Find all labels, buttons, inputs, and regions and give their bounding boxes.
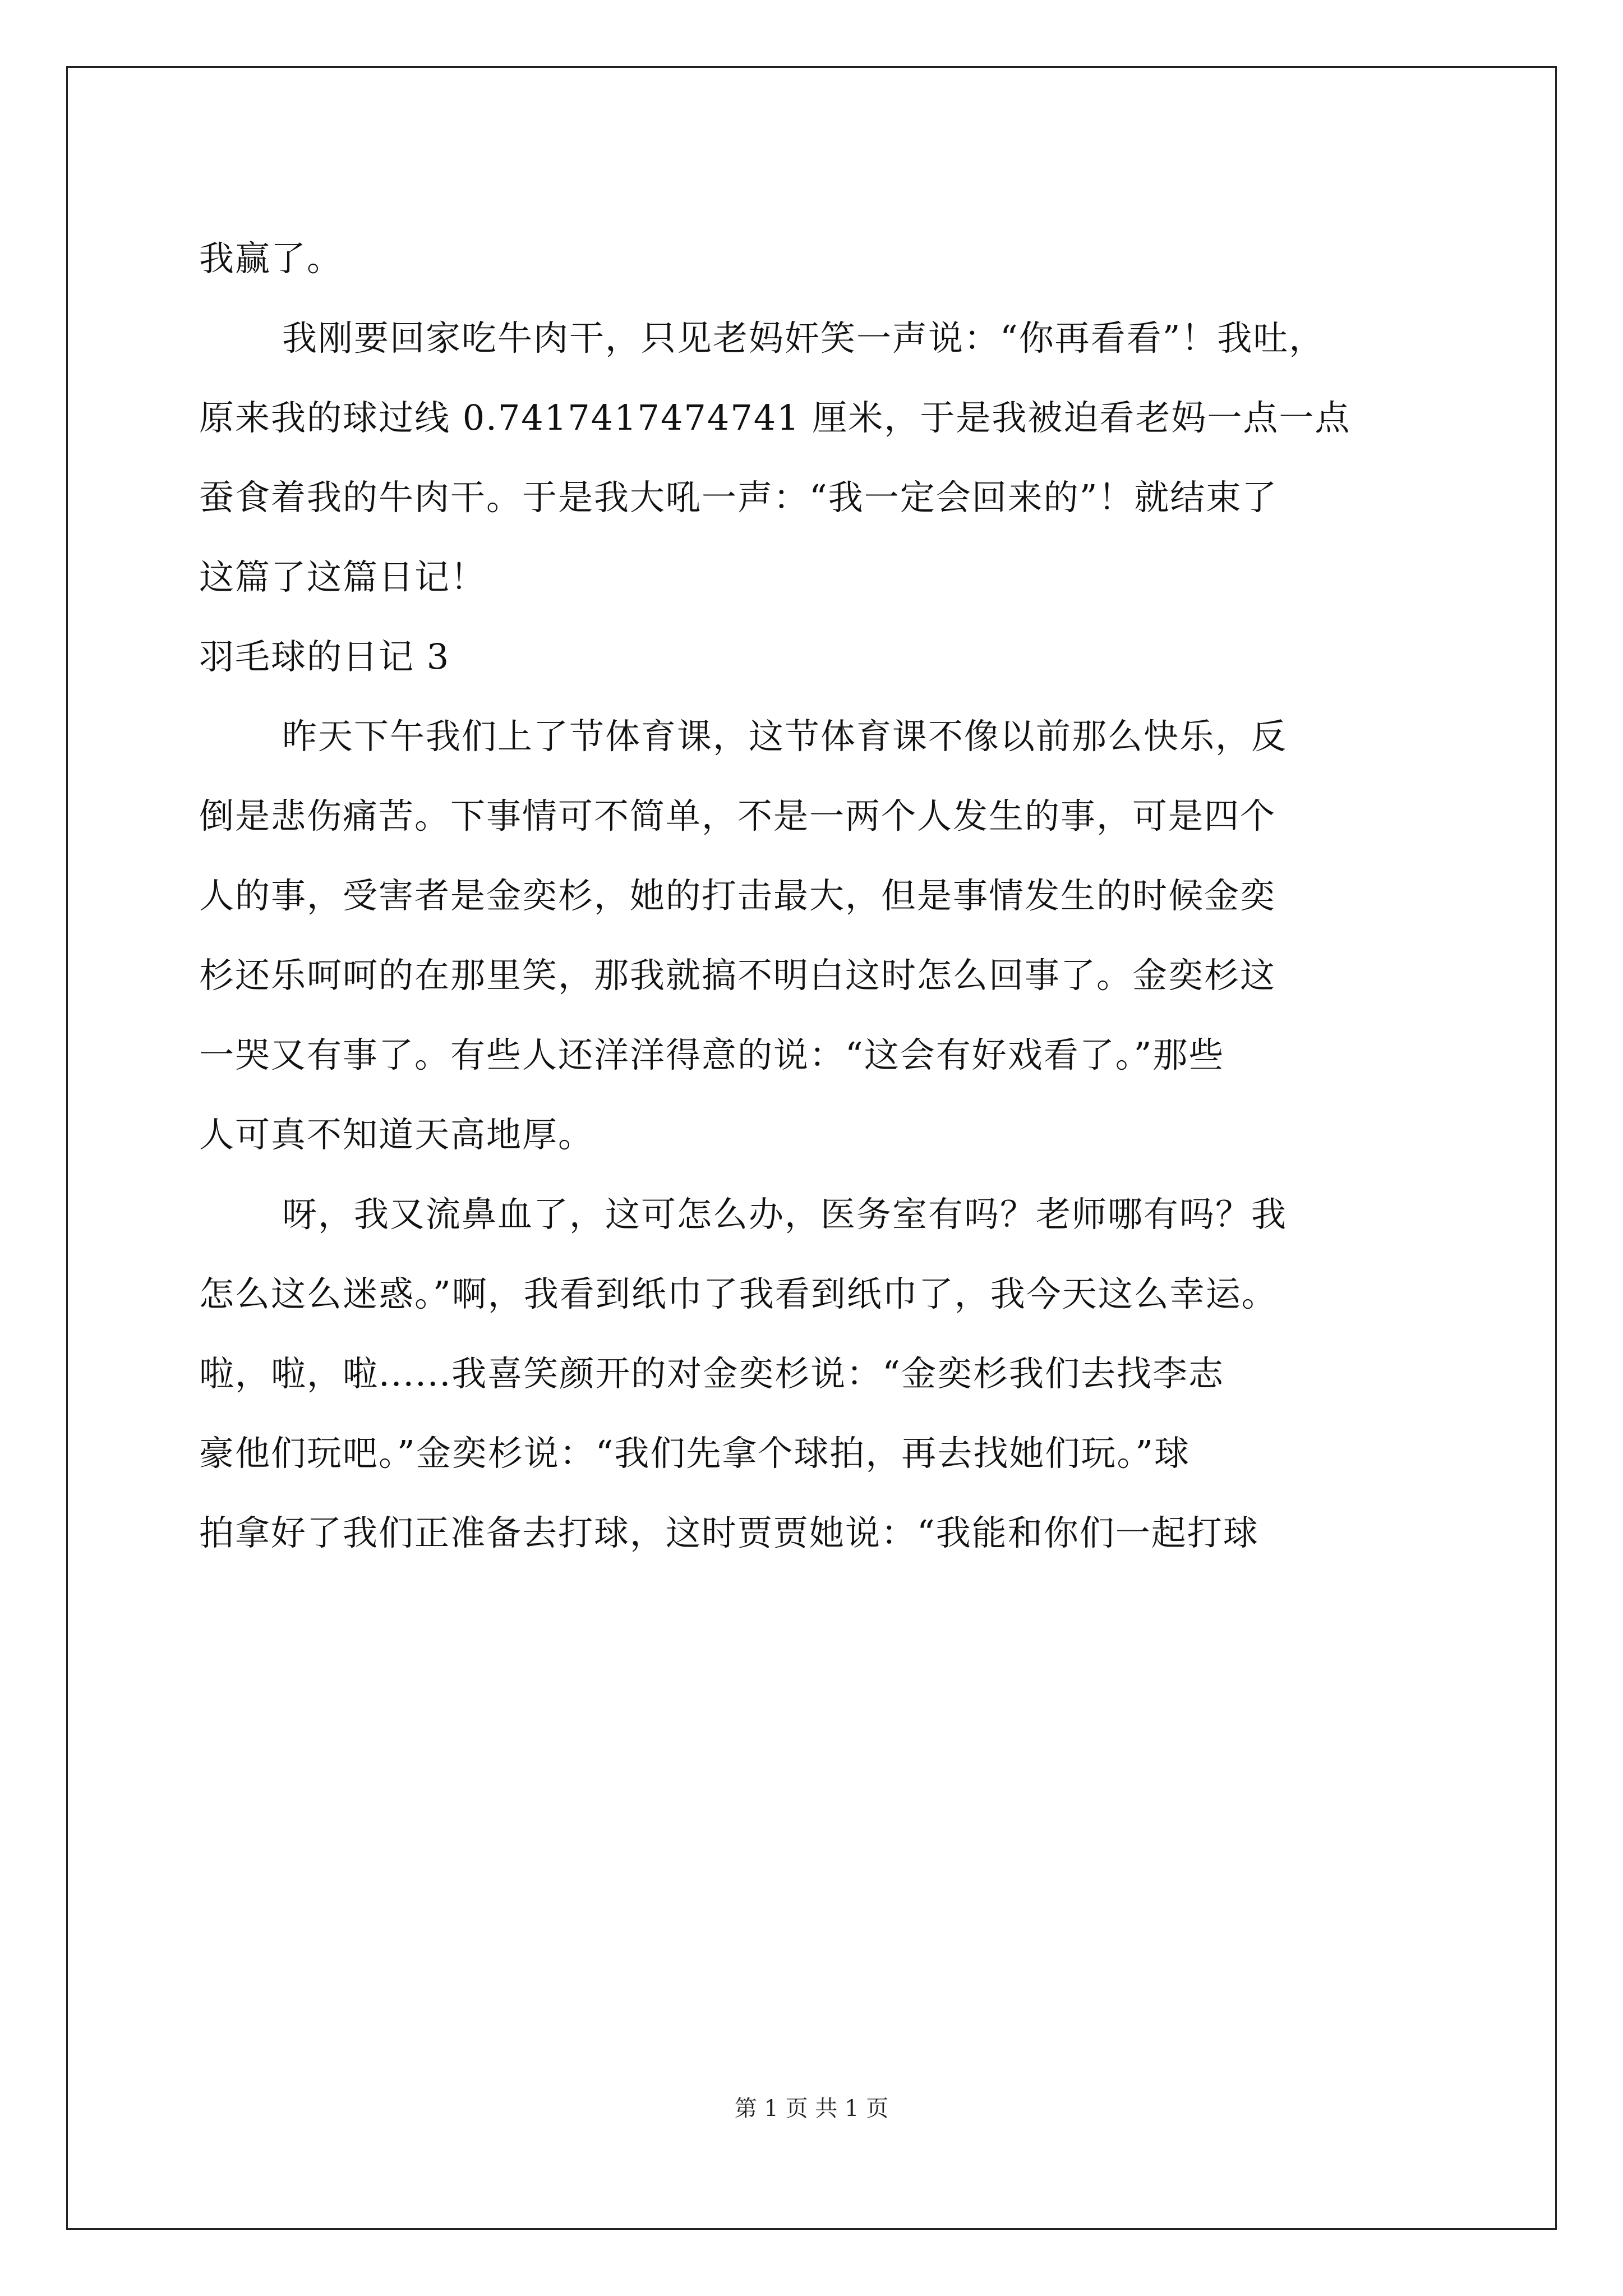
text-line: 人可真不知道天高地厚。 [199, 1114, 594, 1155]
text-line: 原来我的球过线 0.7417417474741 厘米，于是我被迫看老妈一点一点 [199, 397, 1351, 438]
paragraph-start-line: 我刚要回家吃牛肉干，只见老妈奸笑一声说：“你再看看”！我吐， [282, 318, 1325, 358]
text-line: 豪他们玩吧。”金奕杉说：“我们先拿个球拍，再去找她们玩。”球 [199, 1433, 1191, 1474]
paragraph-start-line: 昨天下午我们上了节体育课，这节体育课不像以前那么快乐，反 [282, 716, 1288, 757]
text-line: 怎么这么迷惑。”啊，我看到纸巾了我看到纸巾了，我今天这么幸运。 [199, 1273, 1278, 1314]
text-line: 一哭又有事了。有些人还洋洋得意的说：“这会有好戏看了。”那些 [199, 1034, 1225, 1075]
page-number-footer: 第 1 页 共 1 页 [734, 2096, 889, 2122]
text-line: 拍拿好了我们正准备去打球，这时贾贾她说：“我能和你们一起打球 [199, 1512, 1259, 1553]
text-line: 杉还乐呵呵的在那里笑，那我就搞不明白这时怎么回事了。金奕杉这 [199, 955, 1276, 996]
section-title: 羽毛球的日记 3 [199, 636, 450, 677]
document-body [199, 219, 1436, 1573]
text-line: 蚕食着我的牛肉干。于是我大吼一声：“我一定会回来的”！就结束了 [199, 477, 1278, 518]
text-line: 人的事，受害者是金奕杉，她的打击最大，但是事情发生的时候金奕 [199, 875, 1276, 916]
text-line: 我赢了。 [199, 238, 343, 279]
paragraph-start-line: 呀，我又流鼻血了，这可怎么办，医务室有吗？老师哪有吗？我 [282, 1194, 1288, 1235]
text-line: 啦，啦，啦......我喜笑颜开的对金奕杉说：“金奕杉我们去找李志 [199, 1353, 1224, 1394]
text-line: 这篇了这篇日记！ [199, 556, 487, 597]
text-line: 倒是悲伤痛苦。下事情可不简单，不是一两个人发生的事，可是四个 [199, 795, 1276, 836]
